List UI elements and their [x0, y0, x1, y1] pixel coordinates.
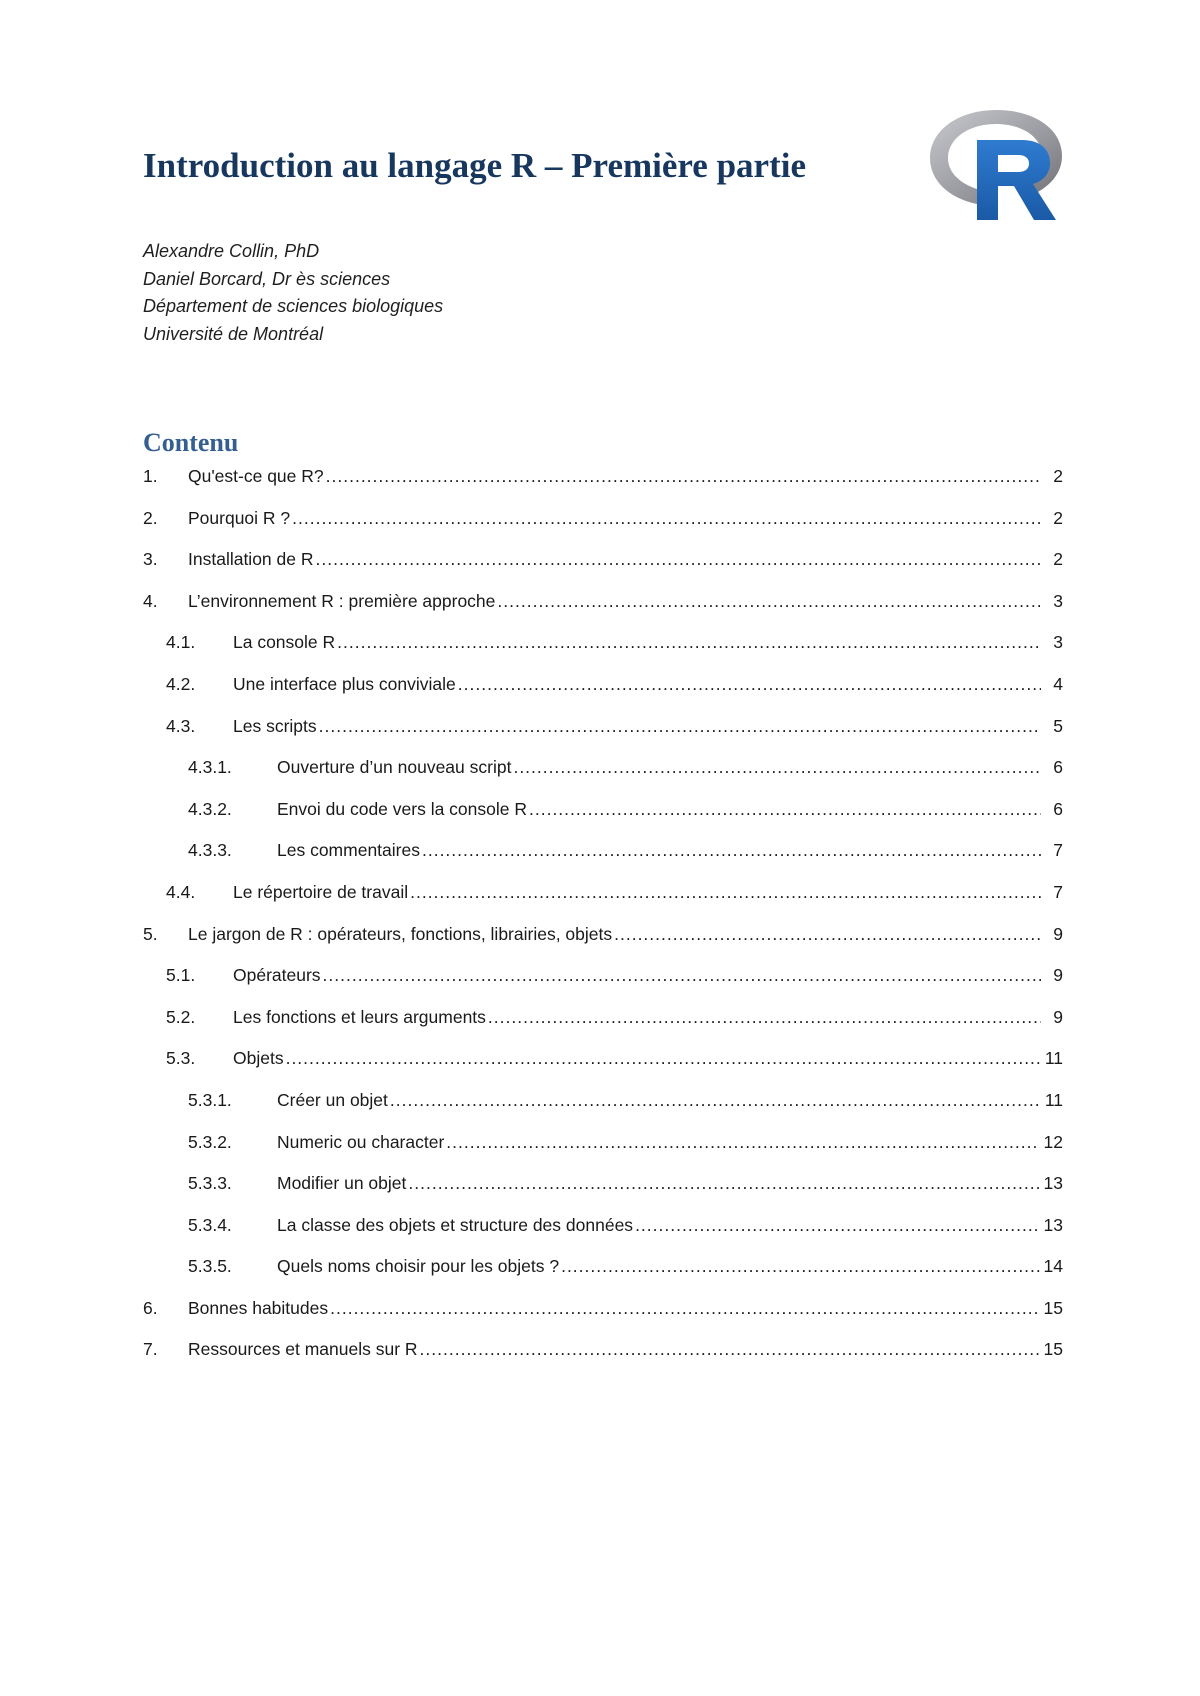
toc-leader — [458, 674, 1041, 695]
toc-number: 4.3. — [166, 715, 196, 736]
toc-leader — [497, 591, 1041, 612]
toc-number: 7. — [143, 1339, 158, 1360]
toc-label: Qu'est-ce que R? — [188, 466, 324, 486]
toc-page-number: 2 — [1053, 507, 1063, 528]
toc-leader — [292, 508, 1041, 529]
toc-number: 4.1. — [166, 632, 196, 653]
toc-entry[interactable] — [143, 882, 1063, 924]
toc-label: Modifier un objet — [277, 1173, 407, 1194]
toc-entry[interactable] — [143, 1048, 1063, 1090]
toc-leader — [513, 757, 1041, 778]
toc-number: 5.1. — [166, 965, 196, 986]
document-title: Introduction au langage R – Première partie — [143, 146, 807, 185]
toc-number: 2. — [143, 507, 158, 528]
toc-page-number: 3 — [1053, 632, 1063, 653]
toc-number: 1. — [143, 466, 158, 486]
toc-label: Le jargon de R : opérateurs, fonctions, librairies, objets — [188, 923, 613, 944]
toc-label: Ressources et manuels sur R — [188, 1339, 418, 1360]
toc-number: 3. — [143, 549, 158, 570]
author-department: Département de sciences biologiques — [143, 296, 444, 316]
toc-number: 4.3.2. — [188, 798, 232, 819]
toc-leader — [408, 1173, 1039, 1194]
toc-label: Numeric ou character — [277, 1131, 445, 1152]
toc-page-number: 13 — [1043, 1214, 1063, 1235]
toc-number: 4.2. — [166, 673, 196, 694]
toc-entry[interactable] — [143, 591, 1063, 633]
toc-page-number: 15 — [1043, 1339, 1063, 1360]
toc-page-number: 13 — [1043, 1173, 1063, 1194]
toc-page-number: 2 — [1053, 466, 1063, 486]
toc-label: La console R — [233, 632, 336, 653]
toc-number: 6. — [143, 1297, 158, 1318]
toc-page-number: 9 — [1053, 923, 1063, 944]
toc-leader — [446, 1132, 1039, 1153]
author-name: Alexandre Collin, PhD — [143, 241, 320, 261]
toc-entry[interactable] — [143, 632, 1063, 674]
toc-page-number: 5 — [1053, 715, 1063, 736]
toc-page-number: 9 — [1053, 965, 1063, 986]
toc-number: 4.3.1. — [188, 757, 232, 778]
toc-label: La classe des objets et structure des données — [277, 1214, 634, 1235]
toc-label: L’environnement R : première approche — [188, 590, 496, 611]
toc-page-number: 9 — [1053, 1006, 1063, 1027]
toc-leader — [323, 965, 1041, 986]
toc-entry[interactable] — [143, 1215, 1063, 1257]
toc-leader — [561, 1256, 1039, 1277]
toc-label: Opérateurs — [233, 965, 321, 986]
toc-leader — [422, 840, 1041, 861]
toc-label: Ouverture d’un nouveau script — [277, 757, 512, 778]
toc-leader — [326, 466, 1041, 487]
toc-page-number: 11 — [1044, 1048, 1063, 1069]
toc-number: 5.3. — [166, 1048, 196, 1069]
toc-entry[interactable] — [143, 674, 1063, 716]
toc-entry[interactable] — [143, 1298, 1063, 1340]
toc-entry[interactable] — [143, 716, 1063, 758]
toc-label: Installation de R — [188, 549, 314, 570]
toc-entry[interactable] — [143, 965, 1063, 1007]
toc-entry[interactable] — [143, 799, 1063, 841]
toc-leader — [614, 924, 1041, 945]
toc-number: 4.3.3. — [188, 840, 232, 861]
toc-heading: Contenu — [143, 428, 239, 457]
author-university: Université de Montréal — [143, 323, 324, 344]
toc-page-number: 6 — [1053, 798, 1063, 819]
toc-page-number: 3 — [1053, 590, 1063, 611]
toc-entry[interactable] — [143, 1132, 1063, 1174]
toc-label: Envoi du code vers la console R — [277, 798, 527, 819]
toc-entry[interactable] — [143, 757, 1063, 799]
table-of-contents — [143, 466, 1063, 1381]
toc-label: Une interface plus conviviale — [233, 673, 456, 694]
toc-label: Créer un objet — [277, 1089, 388, 1110]
toc-page-number: 6 — [1053, 757, 1063, 778]
toc-label: Bonnes habitudes — [188, 1297, 329, 1318]
toc-entry[interactable] — [143, 549, 1063, 591]
toc-leader — [488, 1007, 1041, 1028]
toc-page-number: 15 — [1043, 1297, 1063, 1318]
author-name: Daniel Borcard, Dr ès sciences — [143, 268, 391, 289]
toc-page-number: 2 — [1053, 549, 1063, 570]
toc-number: 4.4. — [166, 881, 196, 902]
toc-label: Les scripts — [233, 715, 317, 736]
toc-leader — [529, 799, 1041, 820]
toc-leader — [286, 1048, 1041, 1069]
toc-label: Objets — [233, 1048, 284, 1069]
toc-number: 5.3.3. — [188, 1173, 232, 1194]
toc-label: Les commentaires — [277, 840, 420, 861]
toc-leader — [410, 882, 1041, 903]
toc-page-number: 11 — [1044, 1089, 1063, 1110]
toc-page-number: 7 — [1053, 881, 1063, 902]
toc-number: 4. — [143, 590, 158, 611]
toc-leader — [316, 549, 1042, 570]
toc-entry[interactable] — [143, 924, 1063, 966]
toc-leader — [330, 1298, 1039, 1319]
toc-page-number: 4 — [1053, 673, 1063, 694]
toc-leader — [337, 632, 1041, 653]
toc-page-number: 7 — [1053, 840, 1063, 861]
toc-label: Quels noms choisir pour les objets ? — [277, 1256, 560, 1277]
toc-entry[interactable] — [143, 1173, 1063, 1215]
toc-entry[interactable] — [143, 1339, 1063, 1381]
toc-label: Pourquoi R ? — [188, 507, 291, 528]
toc-leader — [319, 716, 1041, 737]
toc-number: 5.3.2. — [188, 1131, 232, 1152]
toc-entry[interactable] — [143, 840, 1063, 882]
toc-number: 5.2. — [166, 1006, 196, 1027]
toc-number: 5.3.5. — [188, 1256, 232, 1277]
toc-entry[interactable] — [143, 1090, 1063, 1132]
toc-entry[interactable] — [143, 1256, 1063, 1298]
toc-leader — [635, 1215, 1039, 1236]
toc-number: 5. — [143, 923, 158, 944]
toc-entry[interactable] — [143, 466, 1063, 508]
author-block — [143, 238, 443, 348]
toc-page-number: 14 — [1043, 1256, 1063, 1277]
toc-page-number: 12 — [1043, 1131, 1063, 1152]
toc-leader — [420, 1339, 1040, 1360]
toc-entry[interactable] — [143, 1007, 1063, 1049]
toc-number: 5.3.4. — [188, 1214, 232, 1235]
r-logo-icon — [928, 106, 1064, 224]
toc-number: 5.3.1. — [188, 1089, 232, 1110]
toc-label: Les fonctions et leurs arguments — [233, 1006, 486, 1027]
toc-leader — [390, 1090, 1041, 1111]
toc-entry[interactable] — [143, 508, 1063, 550]
toc-label: Le répertoire de travail — [233, 881, 409, 902]
